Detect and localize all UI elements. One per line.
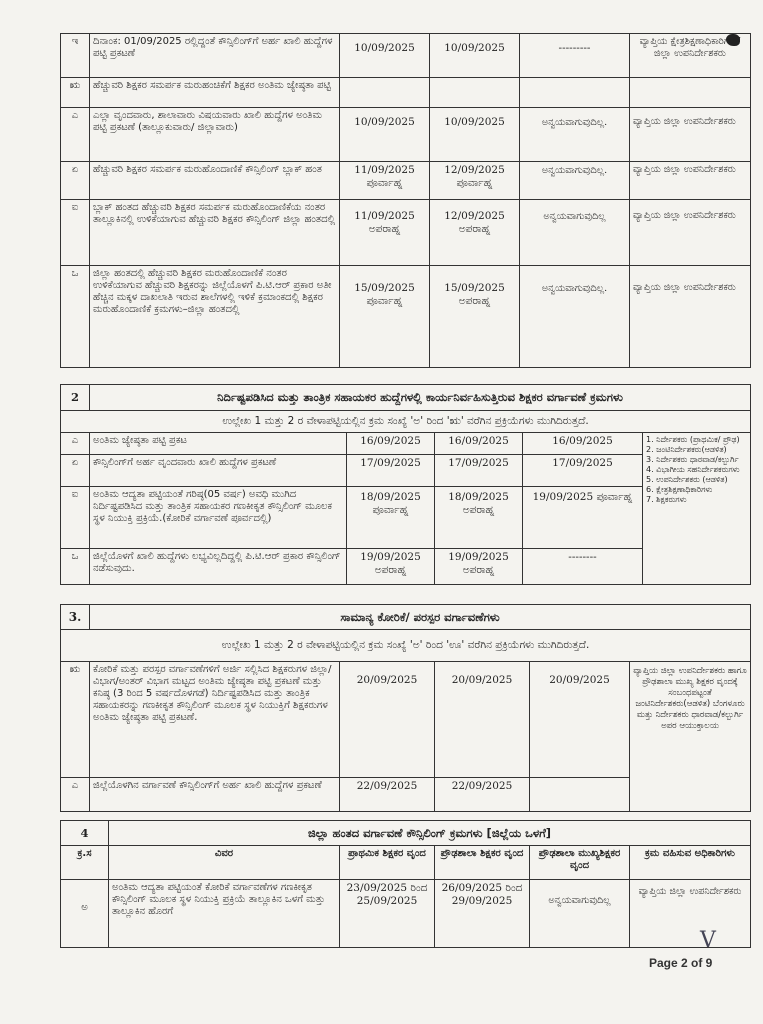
highschool-date: 19/09/2025 ಅಪರಾಹ್ನ [435, 549, 523, 585]
authority-item: 4. ವಿಭಾಗೀಯ ಸಹನಿರ್ದೇಶಕರುಗಳು [646, 465, 740, 474]
authority-item: 5. ಉಪನಿರ್ದೇಶಕರು (ಆಡಳಿತ) [646, 475, 728, 484]
section-3-title: ಸಾಮಾನ್ಯ ಕೋರಿಕೆ/ ಪರಸ್ಪರ ವರ್ಗಾವಣೆಗಳು [90, 605, 751, 630]
primary-date: 19/09/2025 ಅಪರಾಹ್ನ [347, 549, 435, 585]
schedule-table-1 [60, 33, 751, 368]
primary-date: 17/09/2025 [347, 455, 435, 487]
table-row [61, 266, 751, 368]
section-4-header [61, 821, 751, 846]
section-2-header [61, 385, 751, 411]
row-index: ಏ [61, 455, 90, 487]
primary-date: 23/09/2025 ರಿಂದ 25/09/2025 [340, 880, 435, 948]
row-index: ಎ [61, 433, 90, 455]
row-index: ಒ [61, 549, 90, 585]
row-description: ಎಲ್ಲಾ ವೃಂದವಾರು, ಶಾಲಾವಾರು ವಿಷಯವಾರು ಖಾಲಿ ಹುದ್ದೆಗಳ ಅಂತಿಮ ಪಟ್ಟಿ ಪ್ರಕಟಣೆ (ತಾಲ್ಲೂಕುವಾರು/ ಜಿಲ್ಲಾವಾರು) [90, 108, 340, 162]
authority-item: 6. ಕ್ಷೇತ್ರಶಿಕ್ಷಣಾಧಿಕಾರಿಗಳು [646, 485, 713, 494]
primary-date: 18/09/2025 ಪೂರ್ವಾಹ್ನ [347, 487, 435, 549]
row-description: ಜಿಲ್ಲಾ ಹಂತದಲ್ಲಿ ಹೆಚ್ಚುವರಿ ಶಿಕ್ಷಕರ ಮರುಹೊಂದಾಣಿಕೆ ನಂತರ ಉಳಿಕೆಯಾಗುವ ಹೆಚ್ಚುವರಿ ಶಿಕ್ಷಕರನ್ನು ಜಿಲ್ಲೆಯೊಳಗೆ ಪಿ.ಟಿ.ಆರ್ ಪ್ರಕಾರ ಅತೀ ಹೆಚ್ಚಿನ ಮಕ್ಕಳ ದಾಖಲಾತಿ ಇರುವ ಶಾಲೆಗಳಲ್ಲಿ ಇಳಿಕೆ ಕ್ರಮಾಂಕದಲ್ಲಿ ಶಿಕ್ಷಕರ ಮರುಹೊಂದಾಣಿಕೆ ಕ್ರಮಗಳು–ಜಿಲ್ಲಾ ಹಂತದಲ್ಲಿ [90, 266, 340, 368]
section-3-table [60, 604, 751, 812]
row-index: ಇ [61, 34, 90, 78]
authority: ವ್ಯಾಪ್ತಿಯ ಜಿಲ್ಲಾ ಉಪನಿರ್ದೇಶಕರು [630, 266, 751, 368]
authority: ವ್ಯಾಪ್ತಿಯ ಜಿಲ್ಲಾ ಉಪನಿರ್ದೇಶಕರು [630, 108, 751, 162]
highschool-date: 17/09/2025 [435, 455, 523, 487]
header-primary: ಪ್ರಾಥಮಿಕ ಶಿಕ್ಷಕರ ವೃಂದ [340, 846, 435, 880]
row-description: ಅಂತಿಮ ಆದ್ಯತಾ ಪಟ್ಟಿಯಂತೆ ಗರಿಷ್ಠ(05 ವರ್ಷ) ಅವಧಿ ಮುಗಿದ ನಿರ್ದಿಷ್ಟಪಡಿಸಿದ ಮತ್ತು ತಾಂತ್ರಿಕ ಸಹಾಯಕರ ಗಣಕೀಕೃತ ಕೌನ್ಸಿಲಿಂಗ್ ಮೂಲಕ ಸ್ಥಳ ನಿಯುಕ್ತಿ ಪ್ರಕ್ರಿಯೆ.(ಕೋರಿಕೆ ವರ್ಗಾವಣೆ ಪೂರ್ವದಲ್ಲಿ) [90, 487, 347, 549]
table-row [61, 34, 751, 78]
row-index: ಒ [61, 266, 90, 368]
section-3-note: ಉಲ್ಲೇಖ 1 ಮತ್ತು 2 ರ ವೇಳಾಪಟ್ಟಿಯಲ್ಲಿನ ಕ್ರಮ ಸಂಖ್ಯೆ 'ಅ' ರಿಂದ 'ಊ' ವರೆಗಿನ ಪ್ರಕ್ರಿಯೆಗಳು ಮುಗಿದಿರುತ್ತದೆ. [61, 630, 751, 662]
authority: ವ್ಯಾಪ್ತಿಯ ಜಿಲ್ಲಾ ಉಪನಿರ್ದೇಶಕರು [630, 880, 751, 948]
headmaster-date: 17/09/2025 [523, 455, 643, 487]
table-row [61, 78, 751, 108]
section-2-note: ಉಲ್ಲೇಖ 1 ಮತ್ತು 2 ರ ವೇಳಾಪಟ್ಟಿಯಲ್ಲಿನ ಕ್ರಮ ಸಂಖ್ಯೆ 'ಅ' ರಿಂದ 'ಋ' ವರೆಗಿನ ಪ್ರಕ್ರಿಯೆಗಳು ಮುಗಿದಿರುತ್ತದೆ. [61, 411, 751, 433]
authority: ವ್ಯಾಪ್ತಿಯ ಕ್ಷೇತ್ರಶಿಕ್ಷಣಾಧಿಕಾರಿಗಳು/ ಜಿಲ್ಲಾ ಉಪನಿರ್ದೇಶಕರು [630, 34, 751, 78]
highschool-date: 22/09/2025 [435, 778, 530, 812]
highschool-date: 16/09/2025 [435, 433, 523, 455]
headmaster-date [520, 78, 630, 108]
section-4-table [60, 820, 751, 948]
section-2-table [60, 384, 751, 585]
header-authority: ಕ್ರಮ ವಹಿಸುವ ಅಧಿಕಾರಿಗಳು [630, 846, 751, 880]
section-3-header [61, 605, 751, 630]
row-index: ಅ [61, 880, 109, 948]
section-2-authorities [643, 433, 751, 585]
table-row [61, 108, 751, 162]
section-4-title: ಜಿಲ್ಲಾ ಹಂತದ ವರ್ಗಾವಣೆ ಕೌನ್ಸಿಲಿಂಗ್ ಕ್ರಮಗಳು [ಜಿಲ್ಲೆಯ ಒಳಗೆ] [109, 821, 751, 846]
section-2-title: ನಿರ್ದಿಷ್ಟಪಡಿಸಿದ ಮತ್ತು ತಾಂತ್ರಿಕ ಸಹಾಯಕರ ಹುದ್ದೆಗಳಲ್ಲಿ ಕಾರ್ಯನಿರ್ವಹಿಸುತ್ತಿರುವ ಶಿಕ್ಷಕರ ವರ್ಗಾವಣೆ ಕ್ರಮಗಳು [90, 385, 751, 411]
row-description: ಕೋರಿಕೆ ಮತ್ತು ಪರಸ್ಪರ ವರ್ಗಾವಣೆಗಳಿಗೆ ಅರ್ಜಿ ಸಲ್ಲಿಸಿದ ಶಿಕ್ಷಕರುಗಳ ಜಿಲ್ಲಾ/ವಿಭಾಗ/ಅಂತರ್ ವಿಭಾಗ ಮಟ್ಟದ ಅಂತಿಮ ಜ್ಯೇಷ್ಠತಾ ಪಟ್ಟಿ ಪ್ರಕಟಣೆ ಮತ್ತು ಕನಿಷ್ಠ (3 ರಿಂದ 5 ವರ್ಷದೊಳಗಡೆ) ನಿರ್ದಿಷ್ಟಪಡಿಸಿದ ಮತ್ತು ತಾಂತ್ರಿಕ ಸಹಾಯಕರನ್ನು ಗಣಕೀಕೃತ ಕೌನ್ಸಿಲಿಂಗ್ ಮೂಲಕ ಸ್ಥಳ ನಿಯುಕ್ತಿಗೆ ಶಿಕ್ಷಕರುಗಳ ಅಂತಿಮ ಜ್ಯೇಷ್ಠತಾ ಪಟ್ಟಿ ಪ್ರಕಟಣೆ. [90, 662, 340, 778]
headmaster-date: ಅನ್ವಯವಾಗುವುದಿಲ್ಲ [530, 880, 630, 948]
primary-date: 11/09/2025 ಅಪರಾಹ್ನ [340, 200, 430, 266]
headmaster-date: ಅನ್ವಯವಾಗುವುದಿಲ್ಲ. [520, 108, 630, 162]
headmaster-date: ಅನ್ವಯವಾಗುವುದಿಲ್ಲ. [520, 266, 630, 368]
table-row [61, 880, 751, 948]
headmaster-date: --------- [520, 34, 630, 78]
section-4-column-headers [61, 846, 751, 880]
authority: ವ್ಯಾಪ್ತಿಯ ಜಿಲ್ಲಾ ಉಪನಿರ್ದೇಶಕರು [630, 162, 751, 200]
row-description: ಜಿಲ್ಲೆಯೊಳಗಿನ ವರ್ಗಾವಣೆ ಕೌನ್ಸಿಲಿಂಗ್‌ಗೆ ಅರ್ಹ ಖಾಲಿ ಹುದ್ದೆಗಳ ಪ್ರಕಟಣೆ [90, 778, 340, 812]
page-number: Page 2 of 9 [649, 956, 713, 970]
row-index: ಐ [61, 487, 90, 549]
row-description: ದಿನಾಂಕ: 01/09/2025 ರಲ್ಲಿದ್ದಂತೆ ಕೌನ್ಸಿಲಿಂಗ್‌ಗೆ ಅರ್ಹ ಖಾಲಿ ಹುದ್ದೆಗಳ ಪಟ್ಟಿ ಪ್ರಕಟಣೆ [90, 34, 340, 78]
header-serial: ಕ್ರ.ಸ [61, 846, 109, 880]
primary-date [340, 78, 430, 108]
table-row [61, 433, 751, 455]
row-index: ಎ [61, 108, 90, 162]
row-description: ಹೆಚ್ಚುವರಿ ಶಿಕ್ಷಕರ ಸಮರ್ಪಕ ಮರುಹಂಚಿಕೆಗೆ ಶಿಕ್ಷಕರ ಅಂತಿಮ ಜ್ಯೇಷ್ಠತಾ ಪಟ್ಟಿ [90, 78, 340, 108]
highschool-date: 12/09/2025 ಪೂರ್ವಾಹ್ನ [430, 162, 520, 200]
section-4-number: 4 [61, 821, 109, 846]
primary-date: 11/09/2025 ಪೂರ್ವಾಹ್ನ [340, 162, 430, 200]
row-index: ಏ [61, 162, 90, 200]
authority-item: 7. ಶಿಕ್ಷಕರುಗಳು [646, 495, 687, 504]
table-row [61, 662, 751, 778]
section-2-note-row [61, 411, 751, 433]
authority-item: 3. ನಿರ್ದೇಶಕರು ಧಾರವಾಡ/ಕಲ್ಬುರ್ಗಿ [646, 455, 739, 464]
header-details: ವಿವರ [109, 846, 340, 880]
authority-item: 2. ಜಂಟಿನಿರ್ದೇಶಕರು(ಆಡಳಿತ) [646, 445, 727, 454]
headmaster-date: ಅನ್ವಯವಾಗುವುದಿಲ್ಲ [520, 200, 630, 266]
primary-date: 20/09/2025 [340, 662, 435, 778]
row-description: ಜಿಲ್ಲೆಯೊಳಗೆ ಖಾಲಿ ಹುದ್ದೆಗಳು ಲಭ್ಯವಿಲ್ಲದಿದ್ದಲ್ಲಿ ಪಿ.ಟಿ.ಆರ್ ಪ್ರಕಾರ ಕೌನ್ಸಿಲಿಂಗ್ ನಡೆಸುವುದು. [90, 549, 347, 585]
row-description: ಕೌನ್ಸಿಲಿಂಗ್‌ಗೆ ಅರ್ಹ ವೃಂದವಾರು ಖಾಲಿ ಹುದ್ದೆಗಳ ಪ್ರಕಟಣೆ [90, 455, 347, 487]
headmaster-date: 19/09/2025 ಪೂರ್ವಾಹ್ನ [523, 487, 643, 549]
highschool-date [430, 78, 520, 108]
primary-date: 16/09/2025 [347, 433, 435, 455]
authority-item: 1. ನಿರ್ದೇಶಕರು (ಪ್ರಾಥಮಿಕ/ ಪ್ರೌಢ) [646, 435, 740, 444]
primary-date: 22/09/2025 [340, 778, 435, 812]
table-row [61, 162, 751, 200]
row-index: ಋ [61, 78, 90, 108]
headmaster-date: 20/09/2025 [530, 662, 630, 778]
authority: ವ್ಯಾಪ್ತಿಯ ಜಿಲ್ಲಾ ಉಪನಿರ್ದೇಶಕರು [630, 200, 751, 266]
primary-date: 10/09/2025 [340, 108, 430, 162]
headmaster-date: ಅನ್ವಯವಾಗುವುದಿಲ್ಲ. [520, 162, 630, 200]
headmaster-date: 16/09/2025 [523, 433, 643, 455]
header-headmaster: ಪ್ರೌಢಶಾಲಾ ಮುಖ್ಯಶಿಕ್ಷಕರ ವೃಂದ [530, 846, 630, 880]
primary-date: 15/09/2025 ಪೂರ್ವಾಹ್ನ [340, 266, 430, 368]
signature-mark: V [700, 928, 716, 953]
section-2-number: 2 [61, 385, 90, 411]
highschool-date: 26/09/2025 ರಿಂದ 29/09/2025 [435, 880, 530, 948]
row-description: ಅಂತಿಮ ಜ್ಯೇಷ್ಠತಾ ಪಟ್ಟಿ ಪ್ರಕಟ [90, 433, 347, 455]
highschool-date: 12/09/2025 ಅಪರಾಹ್ನ [430, 200, 520, 266]
row-description: ಹೆಚ್ಚುವರಿ ಶಿಕ್ಷಕರ ಸಮರ್ಪಕ ಮರುಹೊಂದಾಣಿಕೆ ಕೌನ್ಸಿಲಿಂಗ್ ಬ್ಲಾಕ್ ಹಂತ [90, 162, 340, 200]
row-index: ಎ [61, 778, 90, 812]
highschool-date: 10/09/2025 [430, 108, 520, 162]
authority [630, 78, 751, 108]
row-index: ಐ [61, 200, 90, 266]
section-3-number: 3. [61, 605, 90, 630]
highschool-date: 20/09/2025 [435, 662, 530, 778]
section-3-authority: ವ್ಯಾಪ್ತಿಯ ಜಿಲ್ಲಾ ಉಪನಿರ್ದೇಶಕರು ಹಾಗೂ ಪ್ರೌಢಶಾಲಾ ಮುಖ್ಯ ಶಿಕ್ಷಕರ ವೃಂದಕ್ಕೆ ಸಂಬಂಧಪಟ್ಟಂತೆ ಜಂಟಿನಿರ್ದೇಶಕರು(ಆಡಳಿತ) ಬೆಂಗಳೂರು ಮತ್ತು ನಿರ್ದೇಶಕರು ಧಾರವಾಡ/ಕಲ್ಬುರ್ಗಿ ಅಪರ ಆಯುಕ್ತಾಲಯ [630, 662, 751, 812]
highschool-date: 18/09/2025 ಅಪರಾಹ್ನ [435, 487, 523, 549]
primary-date: 10/09/2025 [340, 34, 430, 78]
highschool-date: 10/09/2025 [430, 34, 520, 78]
headmaster-date [530, 778, 630, 812]
section-3-note-row [61, 630, 751, 662]
header-highschool: ಪ್ರೌಢಶಾಲಾ ಶಿಕ್ಷಕರ ವೃಂದ [435, 846, 530, 880]
row-description: ಅಂತಿಮ ಆದ್ಯತಾ ಪಟ್ಟಿಯಂತೆ ಕೋರಿಕೆ ವರ್ಗಾವಣೆಗಳ ಗಣಕೀಕೃತ ಕೌನ್ಸಿಲಿಂಗ್ ಮೂಲಕ ಸ್ಥಳ ನಿಯುಕ್ತಿ ಪ್ರಕ್ರಿಯೆ ತಾಲ್ಲೂಕಿನ ಒಳಗೆ ಮತ್ತು ತಾಲ್ಲೂಕಿನ ಹೊರಗೆ [109, 880, 340, 948]
highschool-date: 15/09/2025 ಅಪರಾಹ್ನ [430, 266, 520, 368]
row-index: ಋ [61, 662, 90, 778]
table-row [61, 200, 751, 266]
row-description: ಬ್ಲಾಕ್ ಹಂತದ ಹೆಚ್ಚುವರಿ ಶಿಕ್ಷಕರ ಸಮರ್ಪಕ ಮರುಹೊಂದಾಣಿಕೆಯ ನಂತರ ತಾಲ್ಲೂಕಿನಲ್ಲಿ ಉಳಿಕೆಯಾಗುವ ಹೆಚ್ಚುವರಿ ಶಿಕ್ಷಕರ ಕೌನ್ಸಿಲಿಂಗ್ ಜಿಲ್ಲಾ ಹಂತದಲ್ಲಿ [90, 200, 340, 266]
headmaster-date: -------- [523, 549, 643, 585]
